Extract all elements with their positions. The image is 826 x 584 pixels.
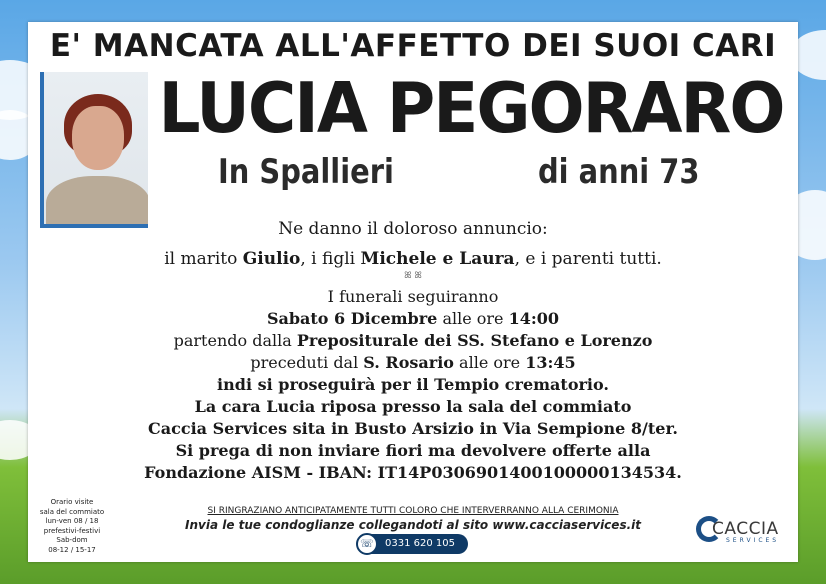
portrait-photo — [40, 72, 148, 228]
visiting-hours: Orario visite sala del commiato lun-ven 08 / 18 prefestivi-festivi Sab-dom 08-12 / 15-17 — [39, 498, 105, 554]
iban-line: Fondazione AISM - IBAN: IT14P0306901400100000134534. — [144, 463, 682, 482]
address-line: Caccia Services sita in Busto Arsizio in Via Sempione 8/ter. — [148, 419, 678, 438]
obituary-card — [28, 22, 798, 562]
headline: E' MANCATA ALL'AFFETTO DEI SUOI CARI — [49, 28, 777, 64]
announcement-body — [28, 218, 798, 484]
phone-badge[interactable] — [358, 534, 468, 554]
family-line: il marito Giulio, i figli Michele e Laura, e i parenti tutti. — [164, 249, 662, 269]
phone-number: 0331 620 105 — [385, 538, 455, 549]
caccia-logo — [696, 516, 786, 550]
rosary-line: preceduti dal S. Rosario alle ore 13:45 — [250, 353, 576, 372]
age-text: di anni 73 — [538, 152, 700, 192]
ornament-divider: ꕤ ꕤ — [404, 271, 422, 281]
portrait-face — [72, 106, 124, 170]
rest-line: La cara Lucia riposa presso la sala del commiato — [194, 397, 632, 416]
married-name: In Spallieri — [218, 152, 394, 192]
phone-icon: ☏ — [356, 533, 378, 555]
announce-intro: Ne danno il doloroso annuncio: — [278, 219, 548, 239]
funeral-intro: I funerali seguiranno — [327, 287, 499, 306]
logo-text: CACCIA — [712, 519, 779, 539]
funeral-date-line: Sabato 6 Dicembre alle ore 14:00 — [266, 309, 560, 328]
funeral-church-line: partendo dalla Prepositurale dei SS. Stefano e Lorenzo — [173, 331, 653, 350]
logo-subtext: SERVICES — [726, 537, 780, 544]
thanks-note: SI RINGRAZIANO ANTICIPATAMENTE TUTTI COLORO CHE INTERVERRANNO ALLA CERIMONIA — [207, 506, 619, 516]
cremation-line: indi si proseguirà per il Tempio crematorio. — [217, 375, 609, 394]
condolence-link[interactable]: Invia le tue condoglianze collegandoti al sito www.cacciaservices.it — [185, 518, 641, 532]
flowers-line: Si prega di non inviare fiori ma devolvere offerte alla — [175, 441, 651, 460]
deceased-name: LUCIA PEGORARO — [158, 68, 784, 149]
